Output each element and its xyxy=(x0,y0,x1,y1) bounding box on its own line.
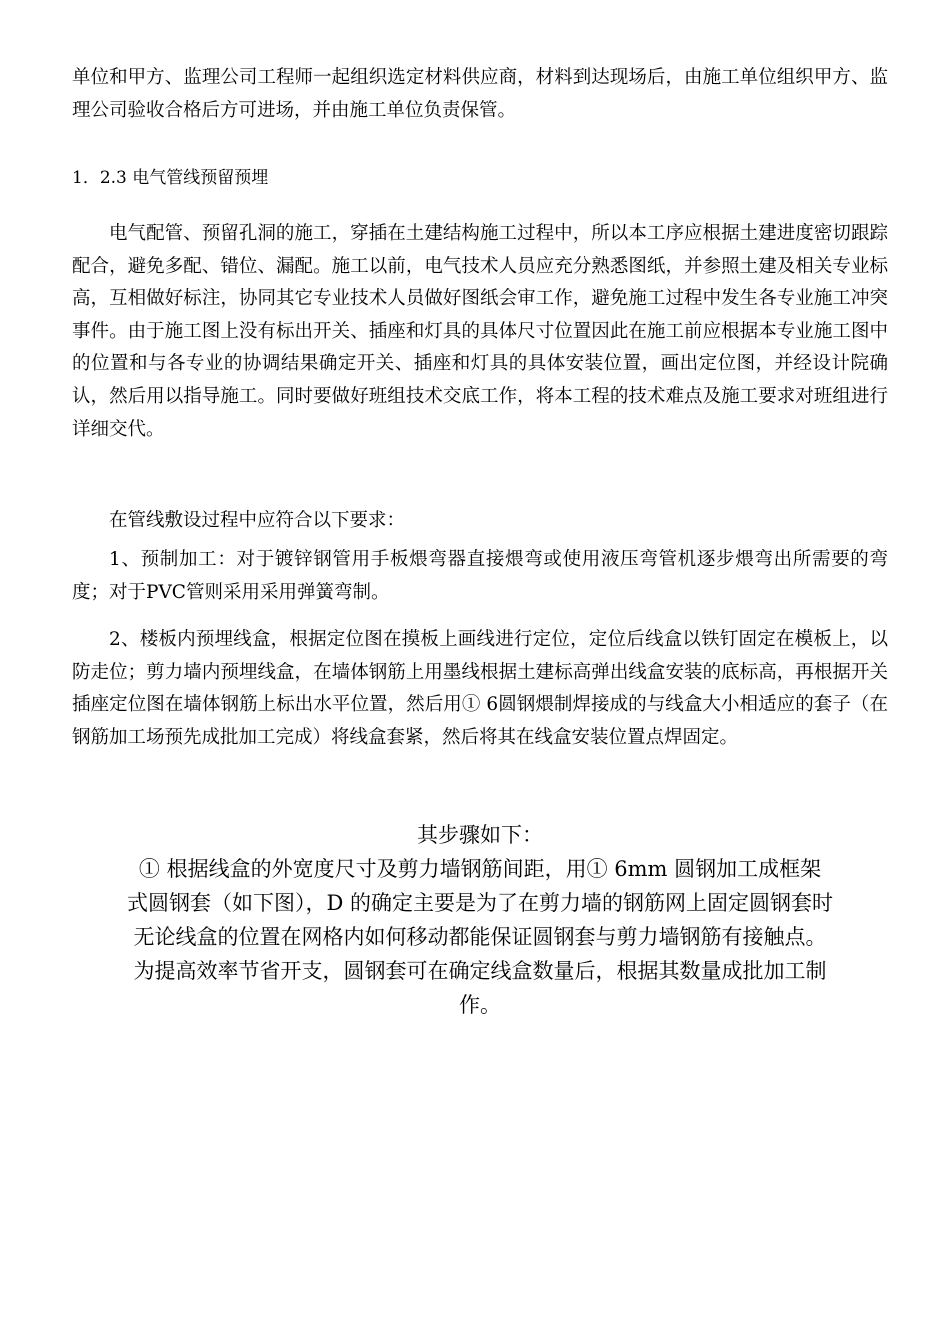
section-heading: 1．2.3 电气管线预留预埋 xyxy=(72,168,269,188)
steps-line-5: 作。 xyxy=(459,993,501,1017)
steps-line-3: 无论线盒的位置在网格内如何移动都能保证圆钢套与剪力墙钢筋有接触点。 xyxy=(133,925,827,949)
intro-paragraph: 单位和甲方、监理公司工程师一起组织选定材料供应商，材料到达现场后，由施工单位组织甲方、监理公司验收合格后方可进场，并由施工单位负责保管。 xyxy=(72,67,888,121)
steps-line-1: ① 根据线盒的外宽度尺寸及剪力墙钢筋间距，用① 6mm 圆钢加工成框架 xyxy=(138,857,822,881)
steps-heading: 其步骤如下： xyxy=(417,823,543,847)
requirement-item-2: 2、楼板内预埋线盒，根据定位图在摸板上画线进行定位，定位后线盒以铁钉固定在模板上，以防走位；剪力墙内预埋线盒，在墙体钢筋上用墨线根据土建标高弹出线盒安装的底标高，再根据开关插座定位图在墙体钢筋上标出水平位置，然后用① 6圆钢煨制焊接成的与线盒大小相适应的套子（在钢筋加工场预先成批加工完成）将线盒套紧，然后将其在线盒安装位置点焊固定。 xyxy=(72,629,888,748)
main-paragraph: 电气配管、预留孔洞的施工，穿插在土建结构施工过程中，所以本工序应根据土建进度密切跟踪配合，避免多配、错位、漏配。施工以前，电气技术人员应充分熟悉图纸，并参照土建及相关专业标高，互相做好标注，协同其它专业技术人员做好图纸会审工作，避免施工过程中发生各专业施工冲突事件。由于施工图上没有标出开关、插座和灯具的具体尺寸位置因此在施工前应根据本专业施工图中的位置和与各专业的协调结果确定开关、插座和灯具的具体安装位置，画出定位图，并经设计院确认，然后用以指导施工。同时要做好班组技术交底工作，将本工程的技术难点及施工要求对班组进行详细交代。 xyxy=(72,223,888,440)
steps-line-2: 式圆钢套（如下图），D 的确定主要是为了在剪力墙的钢筋网上固定圆钢套时 xyxy=(126,891,833,915)
steps-line-4: 为提高效率节省开支，圆钢套可在确定线盒数量后，根据其数量成批加工制 xyxy=(133,959,827,983)
steps-block xyxy=(72,818,888,1022)
requirement-item-1: 1、预制加工：对于镀锌钢管用手板煨弯器直接煨弯或使用液压弯管机逐步煨弯出所需要的弯度；对于PVC管则采用采用弹簧弯制。 xyxy=(72,549,888,603)
requirements-intro: 在管线敷设过程中应符合以下要求： xyxy=(109,510,406,531)
